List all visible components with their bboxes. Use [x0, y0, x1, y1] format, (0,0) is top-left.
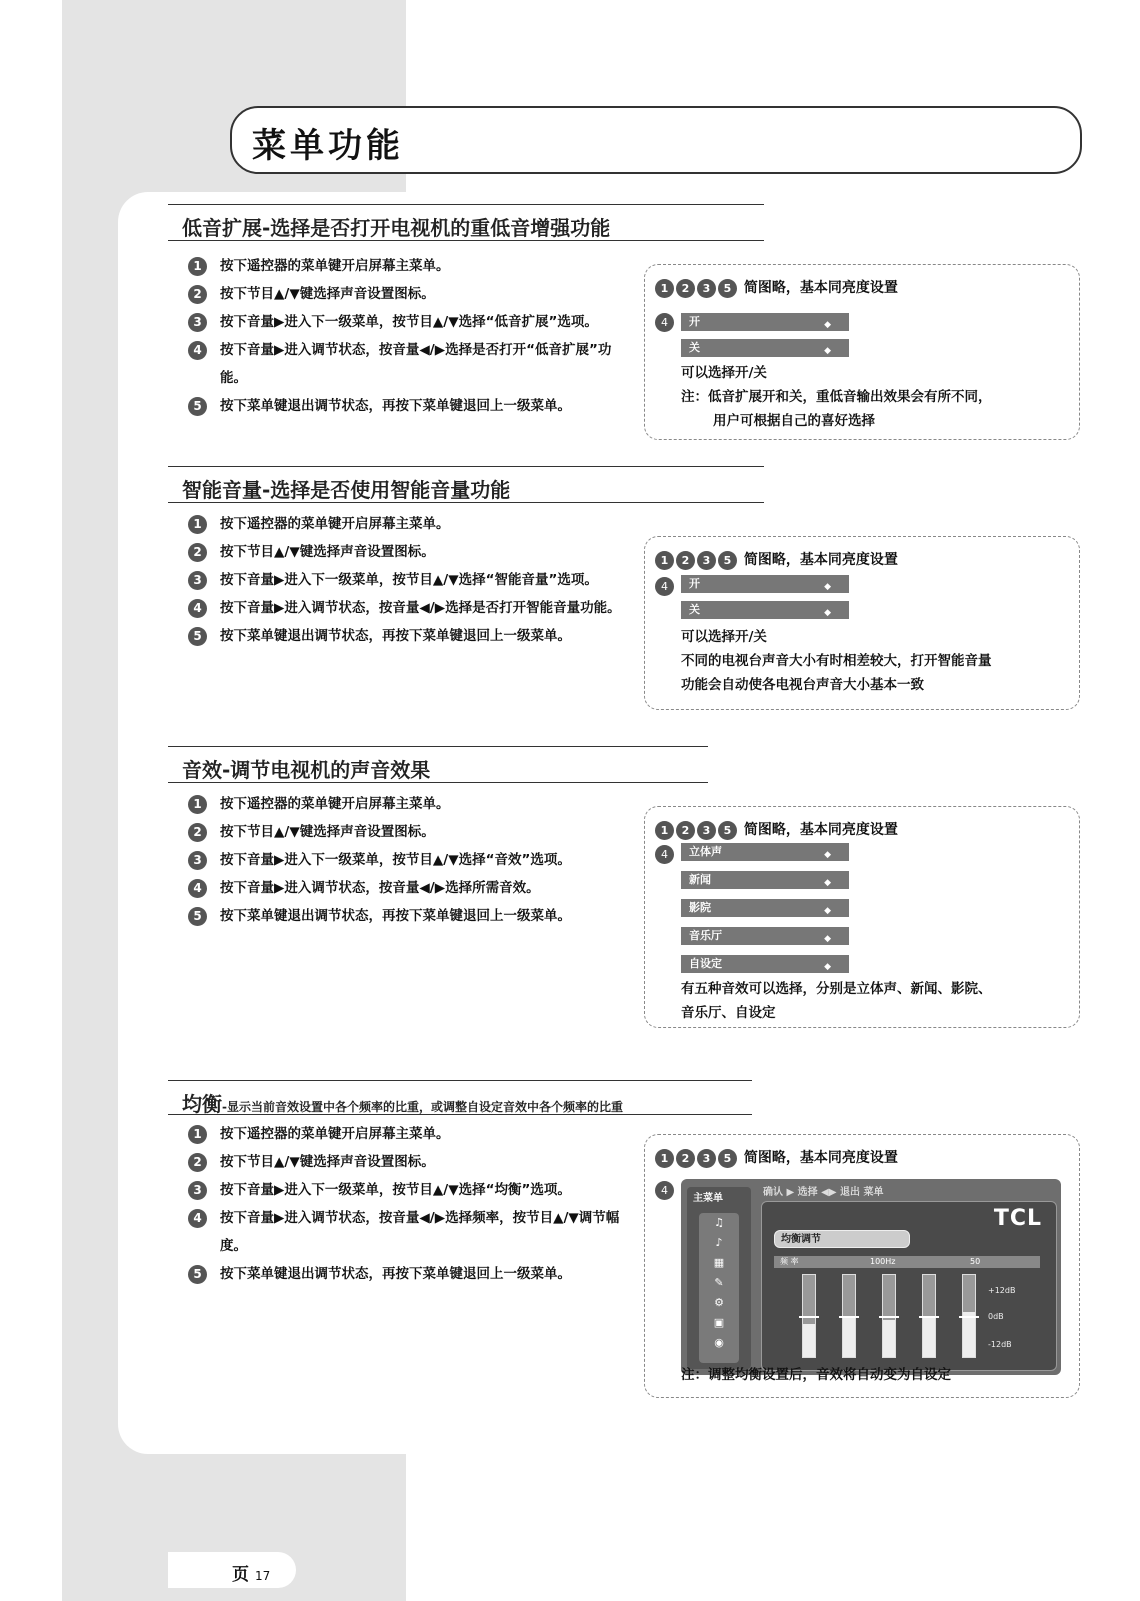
steps-smart-volume [188, 510, 638, 650]
step: 3 按下音量▶进入下一级菜单，按节目▲/▼选择“智能音量”选项。 [188, 566, 638, 594]
eq-slider-fill [803, 1324, 815, 1357]
step: 4 按下音量▶进入调节状态，按音量◀/▶选择是否打开智能音量功能。 [188, 594, 638, 622]
eq-slider [962, 1274, 976, 1358]
info-box-bass [644, 264, 1080, 440]
step: 1 按下遥控器的菜单键开启屏幕主菜单。 [188, 1120, 638, 1148]
db-min-label: -12dB [988, 1340, 1012, 1349]
tv-equalizer-screen [681, 1179, 1061, 1375]
step-number: 5 [188, 627, 207, 646]
level-value: 50 [970, 1257, 981, 1266]
option-on: 开 ◆ [681, 313, 849, 331]
diamond-icon: ◆ [824, 850, 831, 860]
db-max-label: +12dB [988, 1286, 1016, 1295]
page-title: 菜单功能 [252, 126, 404, 166]
step: 2 按下节目▲/▼键选择声音设置图标。 [188, 818, 638, 846]
step-number: 1 [188, 515, 207, 534]
tv-equalizer-panel [761, 1201, 1057, 1371]
step-number: 4 [655, 313, 674, 332]
step-number: 5 [188, 907, 207, 926]
diamond-icon: ◆ [824, 582, 831, 592]
box-header: 1 2 3 5 简图略，基本同亮度设置 [655, 1147, 898, 1168]
step-number: 4 [188, 879, 207, 898]
divider [168, 502, 764, 503]
section-title-bass: 低音扩展-选择是否打开电视机的重低音增强功能 [182, 216, 611, 240]
divider [168, 1080, 752, 1081]
eq-slider-fill [923, 1316, 935, 1357]
eq-slider-zero [879, 1316, 899, 1318]
step: 5 按下菜单键退出调节状态，再按下菜单键退回上一级菜单。 [188, 622, 638, 650]
step: 3 按下音量▶进入下一级菜单，按节目▲/▼选择“低音扩展”选项。 [188, 308, 638, 336]
step-number: 4 [655, 577, 674, 596]
eq-slider-fill [883, 1320, 895, 1357]
box-notes: 可以选择开/关 不同的电视台声音大小有时相差较大，打开智能音量 功能会自动使各电视台声音大小基本一致 [681, 629, 992, 693]
tcl-logo: TCL [993, 1206, 1042, 1231]
info-box-sound-effect [644, 806, 1080, 1028]
divider [168, 746, 708, 747]
step: 2 按下节目▲/▼键选择声音设置图标。 [188, 1148, 638, 1176]
step: 2 按下节目▲/▼键选择声音设置图标。 [188, 538, 638, 566]
step-number: 1 [188, 257, 207, 276]
tv-nav-hints: 确认 ▶ 选择 ◀▶ 退出 菜单 [763, 1187, 884, 1198]
box-header: 1 2 3 5 简图略，基本同亮度设置 [655, 819, 898, 840]
step-number: 3 [188, 571, 207, 590]
step: 3 按下音量▶进入下一级菜单，按节目▲/▼选择“音效”选项。 [188, 846, 638, 874]
edit-icon: ✎ [714, 1276, 724, 1289]
picture-icon: ♫ [714, 1216, 724, 1229]
tv-equalizer-title: 均衡调节 [774, 1230, 910, 1248]
page-number: 页 17 [232, 1565, 271, 1585]
step: 4 按下音量▶进入调节状态，按音量◀/▶选择是否打开“低音扩展”功能。 [188, 336, 638, 392]
option-custom: 自设定 ◆ [681, 955, 849, 973]
step-number: 2 [188, 285, 207, 304]
step-number: 2 [188, 1153, 207, 1172]
step: 5 按下菜单键退出调节状态，再按下菜单键退回上一级菜单。 [188, 392, 638, 420]
tv-menu-icons [699, 1213, 739, 1363]
step: 1 按下遥控器的菜单键开启屏幕主菜单。 [188, 790, 638, 818]
step: 1 按下遥控器的菜单键开启屏幕主菜单。 [188, 252, 638, 280]
step: 5 按下菜单键退出调节状态，再按下菜单键退回上一级菜单。 [188, 902, 638, 930]
step-number: 1 [188, 1125, 207, 1144]
step-number: 4 [655, 1181, 674, 1200]
eq-slider-fill [843, 1316, 855, 1357]
tv-frequency-row [774, 1256, 1040, 1268]
option-off: 关 ◆ [681, 601, 849, 619]
option-off: 关 ◆ [681, 339, 849, 357]
search-icon: ◉ [714, 1336, 724, 1349]
step-number: 4 [188, 1209, 207, 1228]
eq-slider [922, 1274, 936, 1358]
info-box-smart-volume [644, 536, 1080, 710]
eq-slider-fill [963, 1312, 975, 1357]
option-concert-hall: 音乐厅 ◆ [681, 927, 849, 945]
box-header: 1 2 3 5 简图略，基本同亮度设置 [655, 549, 898, 570]
eq-slider-zero [959, 1316, 979, 1318]
step-number: 2 [188, 823, 207, 842]
option-cinema: 影院 ◆ [681, 899, 849, 917]
step: 3 按下音量▶进入下一级菜单，按节目▲/▼选择“均衡”选项。 [188, 1176, 638, 1204]
tv-main-menu [687, 1187, 751, 1369]
option-news: 新闻 ◆ [681, 871, 849, 889]
step-number: 5 [188, 1265, 207, 1284]
step-number: 5 [188, 397, 207, 416]
eq-slider [882, 1274, 896, 1358]
eq-slider-zero [839, 1316, 859, 1318]
step-number: 3 [188, 851, 207, 870]
step: 4 按下音量▶进入调节状态，按音量◀/▶选择所需音效。 [188, 874, 638, 902]
diamond-icon: ◆ [824, 878, 831, 888]
step: 5 按下菜单键退出调节状态，再按下菜单键退回上一级菜单。 [188, 1260, 638, 1288]
step-number: 1 [188, 795, 207, 814]
eq-slider-zero [799, 1316, 819, 1318]
sound-icon: ♪ [715, 1236, 723, 1249]
frequency-value: 100Hz [870, 1257, 896, 1266]
divider [168, 466, 764, 467]
step: 1 按下遥控器的菜单键开启屏幕主菜单。 [188, 510, 638, 538]
step-number: 3 [188, 313, 207, 332]
steps-bass [188, 252, 638, 420]
db-zero-label: 0dB [988, 1312, 1004, 1321]
section-subtitle: -显示当前音效设置中各个频率的比重，或调整自设定音效中各个频率的比重 [222, 1100, 623, 1114]
diamond-icon: ◆ [824, 346, 831, 356]
diamond-icon: ◆ [824, 934, 831, 944]
eq-slider [842, 1274, 856, 1358]
option-stereo: 立体声 ◆ [681, 843, 849, 861]
info-box-equalizer [644, 1134, 1080, 1398]
box-notes: 注：调整均衡设置后，音效将自动变为自设定 [681, 1367, 951, 1383]
step-number: 4 [188, 599, 207, 618]
diamond-icon: ◆ [824, 906, 831, 916]
step: 2 按下节目▲/▼键选择声音设置图标。 [188, 280, 638, 308]
function-icon: ▣ [713, 1316, 725, 1329]
option-on: 开 ◆ [681, 575, 849, 593]
box-header: 1 2 3 5 简图略，基本同亮度设置 [655, 277, 898, 298]
step-number: 4 [655, 845, 674, 864]
divider [168, 204, 764, 205]
eq-slider-zero [919, 1316, 939, 1318]
section-title-smart-volume: 智能音量-选择是否使用智能音量功能 [182, 478, 511, 502]
box-notes: 有五种音效可以选择，分别是立体声、新闻、影院、 音乐厅、自设定 [681, 981, 992, 1021]
steps-sound-effect [188, 790, 638, 930]
gear-icon: ⚙ [714, 1296, 724, 1309]
step-number: 4 [188, 341, 207, 360]
eq-slider [802, 1274, 816, 1358]
channel-icon: ▦ [713, 1256, 725, 1269]
tv-menu-title: 主菜单 [693, 1193, 723, 1204]
frequency-label: 频 率 [780, 1257, 799, 1266]
step: 4 按下音量▶进入调节状态，按音量◀/▶选择频率，按节目▲/▼调节幅度。 [188, 1204, 638, 1260]
section-title-sound-effect: 音效-调节电视机的声音效果 [182, 758, 431, 782]
diamond-icon: ◆ [824, 962, 831, 972]
steps-equalizer [188, 1120, 638, 1288]
divider [168, 1114, 752, 1115]
divider [168, 240, 764, 241]
section-title-equalizer: 均衡-显示当前音效设置中各个频率的比重，或调整自设定音效中各个频率的比重 [182, 1092, 623, 1116]
diamond-icon: ◆ [824, 320, 831, 330]
box-notes: 可以选择开/关 注：低音扩展开和关，重低音输出效果会有所不同， 用户可根据自己的喜好选择 [681, 365, 992, 429]
diamond-icon: ◆ [824, 608, 831, 618]
step-number: 3 [188, 1181, 207, 1200]
divider [168, 782, 708, 783]
title-box [230, 106, 1082, 174]
step-number: 2 [188, 543, 207, 562]
